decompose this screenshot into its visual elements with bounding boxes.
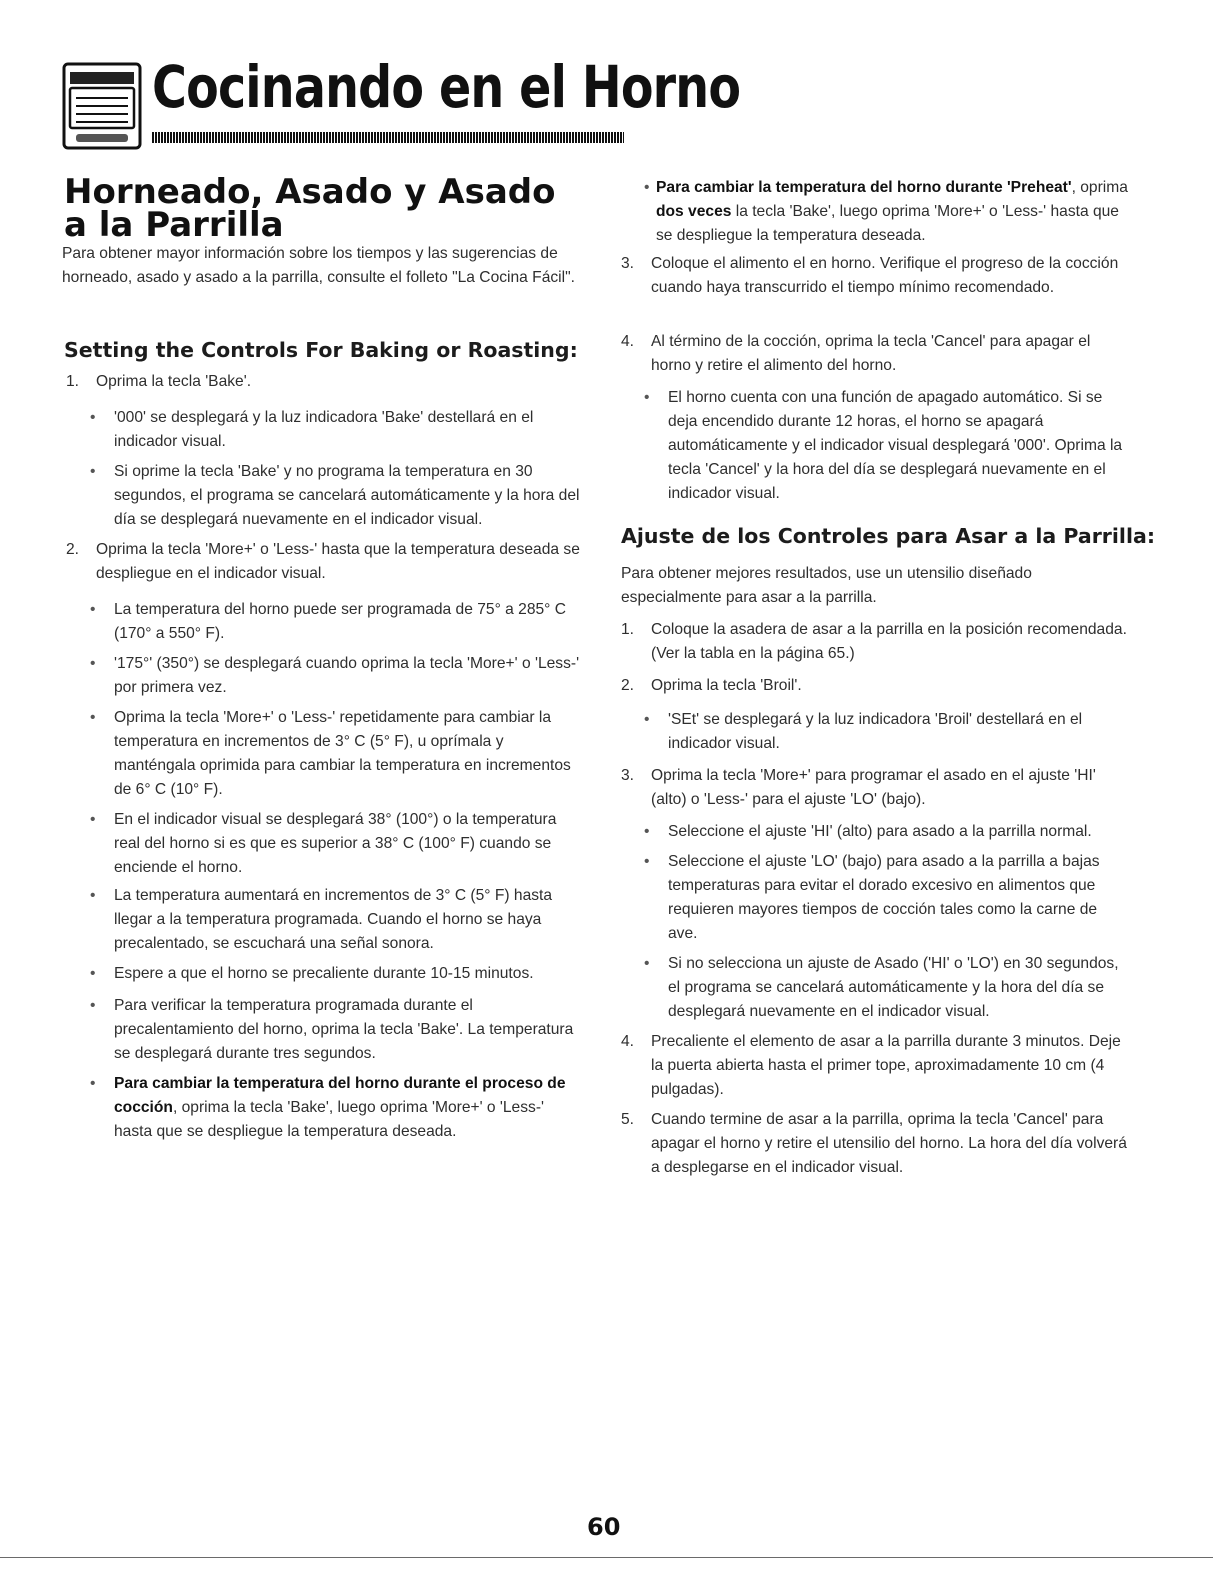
bullet-item: [90, 962, 586, 986]
chapter-title: Cocinando en el Horno: [152, 53, 741, 121]
step-text: Precaliente el elemento de asar a la parrilla durante 3 minutos. Deje la puerta abierta hasta el primer tope, aproximadamente 10 cm (4 pulgadas).: [651, 1033, 1121, 1098]
broil-step-2: [621, 674, 1131, 698]
bullet-dot: •: [90, 463, 96, 480]
bullet-dot: •: [90, 997, 96, 1014]
bullet-item: [644, 176, 1130, 248]
bullet-rest: , oprima la tecla 'Bake', luego oprima 'More+' o 'Less-' hasta que se despliegue la temperatura deseada.: [114, 1099, 544, 1140]
step-1: [66, 370, 586, 394]
bullet-bold-emphasis: dos veces: [656, 203, 732, 220]
step-text: Al término de la cocción, oprima la tecla 'Cancel' para apagar el horno y retire el alimento del horno.: [651, 333, 1091, 374]
bullet-text: Espere a que el horno se precaliente durante 10-15 minutos.: [114, 965, 534, 982]
step-text: Oprima la tecla 'More+' para programar el asado en el ajuste 'HI' (alto) o 'Less-' para el ajuste 'LO' (bajo).: [651, 767, 1096, 808]
step-number: 2.: [621, 677, 635, 694]
bullet-dot: •: [90, 601, 96, 618]
bullet-text: Seleccione el ajuste 'LO' (bajo) para asado a la parrilla a bajas temperaturas para evitar el dorado excesivo en alimentos que requieren mayores tiempos de cocción tales como la carne de ave.: [668, 853, 1100, 942]
bullet-item: [644, 820, 1130, 844]
page-title-line-2: a la Parrilla: [64, 205, 284, 245]
bullet-item: [90, 652, 586, 700]
step-number: 3.: [621, 255, 635, 272]
broil-section-heading: Ajuste de los Controles para Asar a la Parrilla:: [621, 524, 1156, 548]
bullet-dot: •: [90, 655, 96, 672]
bullet-text: El horno cuenta con una función de apagado automático. Si se deja encendido durante 12 horas, el horno se apagará automáticamente y el indicador visual desplegará '000'. Oprima la tecla 'Cancel' y la hora del día se desplegará nuevamente en el indicador visual.: [668, 389, 1123, 502]
bullet-rest: la tecla 'Bake', luego oprima 'More+' o 'Less-' hasta que se despliegue la temperatura deseada.: [656, 203, 1119, 244]
bullet-dot: •: [90, 811, 96, 828]
step-number: 1.: [66, 373, 80, 390]
oven-icon: [62, 62, 144, 152]
bullet-dot: •: [90, 1075, 96, 1092]
step-3: [621, 252, 1131, 300]
footer-rule: [0, 1557, 1213, 1558]
bullet-bold-lead: Para cambiar la temperatura del horno durante 'Preheat': [656, 179, 1072, 196]
bullet-text: '000' se desplegará y la luz indicadora 'Bake' destellará en el indicador visual.: [114, 409, 534, 450]
bullet-item: [90, 406, 586, 454]
step-text: Coloque la asadera de asar a la parrilla en la posición recomendada. (Ver la tabla en la página 65.): [651, 621, 1127, 662]
step-number: 3.: [621, 767, 635, 784]
step-number: 5.: [621, 1111, 635, 1128]
bullet-text: La temperatura del horno puede ser programada de 75° a 285° C (170° a 550° F).: [114, 601, 566, 642]
page-title: [64, 172, 584, 245]
page-title-line-1: Horneado, Asado y Asado: [64, 172, 556, 212]
broil-intro-paragraph: Para obtener mejores resultados, use un utensilio diseñado especialmente para asar a la parrilla.: [621, 565, 1032, 606]
bullet-item: [90, 706, 586, 802]
bullet-text: Para verificar la temperatura programada durante el precalentamiento del horno, oprima la tecla 'Bake'. La temperatura se desplegará durante tres segundos.: [114, 997, 574, 1062]
bullet-item: [90, 1072, 586, 1144]
bullet-dot: •: [644, 179, 650, 196]
bullet-item: [644, 708, 1130, 756]
bullet-item: [90, 884, 586, 956]
bullet-dot: •: [644, 711, 650, 728]
chapter-title-rule: [152, 132, 624, 143]
bullet-dot: •: [90, 887, 96, 904]
bullet-dot: •: [644, 389, 650, 406]
step-number: 1.: [621, 621, 635, 638]
bullet-item: [644, 952, 1130, 1024]
bullet-text: '175°' (350°) se desplegará cuando oprima la tecla 'More+' o 'Less-' por primera vez.: [114, 655, 580, 696]
step-text: Oprima la tecla 'Broil'.: [651, 677, 802, 694]
bullet-item: [644, 850, 1130, 946]
bullet-text: Oprima la tecla 'More+' o 'Less-' repetidamente para cambiar la temperatura en incrementos de 3° C (5° F), u oprímala y manténgala oprimida para cambiar la temperatura en incrementos de 6° C (10° F).: [114, 709, 571, 798]
bullet-text: Si oprime la tecla 'Bake' y no programa la temperatura en 30 segundos, el programa se cancelará automáticamente y la hora del día se desplegará nuevamente en el indicador visual.: [114, 463, 580, 528]
bullet-text: Si no selecciona un ajuste de Asado ('HI' o 'LO') en 30 segundos, el programa se cancelará automáticamente y la hora del día se desplegará nuevamente en el indicador visual.: [668, 955, 1119, 1020]
bullet-dot: •: [90, 709, 96, 726]
baking-section-heading: Setting the Controls For Baking or Roasting:: [64, 338, 578, 362]
broil-step-3: [621, 764, 1131, 812]
broil-step-4: [621, 1030, 1131, 1102]
bullet-dot: •: [644, 853, 650, 870]
step-text: Oprima la tecla 'More+' o 'Less-' hasta que la temperatura deseada se despliegue en el indicador visual.: [96, 541, 580, 582]
broil-step-1: [621, 618, 1131, 666]
bullet-dot: •: [644, 955, 650, 972]
bullet-bold-lead: Para cambiar la temperatura del horno durante el proceso de cocción: [114, 1075, 566, 1116]
bullet-dot: •: [90, 965, 96, 982]
bullet-text: Seleccione el ajuste 'HI' (alto) para asado a la parrilla normal.: [668, 823, 1092, 840]
step-number: 4.: [621, 1033, 635, 1050]
bullet-text: [114, 1072, 586, 1144]
step-number: 4.: [621, 333, 635, 350]
intro-paragraph: Para obtener mayor información sobre los tiempos y las sugerencias de horneado, asado y asado a la parrilla, consulte el folleto "La Cocina Fácil".: [62, 245, 575, 286]
bullet-dot: •: [644, 823, 650, 840]
bullet-rest: , oprima: [1071, 179, 1128, 196]
bullet-item: [90, 460, 586, 532]
bullet-item: [90, 994, 586, 1066]
page-number: 60: [587, 1513, 621, 1541]
bullet-text: 'SEt' se desplegará y la luz indicadora 'Broil' destellará en el indicador visual.: [668, 711, 1083, 752]
step-text: Oprima la tecla 'Bake'.: [96, 373, 252, 390]
bullet-text: En el indicador visual se desplegará 38° (100°) o la temperatura real del horno si es que es superior a 38° C (100° F) cuando se enciende el horno.: [114, 811, 557, 876]
step-text: Coloque el alimento el en horno. Verifique el progreso de la cocción cuando haya transcurrido el tiempo mínimo recomendado.: [651, 255, 1119, 296]
step-2: [66, 538, 586, 586]
bullet-dot: •: [90, 409, 96, 426]
step-4: [621, 330, 1131, 378]
step-number: 2.: [66, 541, 80, 558]
broil-step-5: [621, 1108, 1131, 1180]
bullet-item: [644, 386, 1130, 506]
bullet-text: [656, 176, 1130, 248]
step-text: Cuando termine de asar a la parrilla, oprima la tecla 'Cancel' para apagar el horno y retire el utensilio del horno. La hora del día volverá a desplegarse en el indicador visual.: [651, 1111, 1127, 1176]
bullet-item: [90, 808, 586, 880]
bullet-item: [90, 598, 586, 646]
bullet-text: La temperatura aumentará en incrementos de 3° C (5° F) hasta llegar a la temperatura programada. Cuando el horno se haya precalentado, se escuchará una señal sonora.: [114, 887, 553, 952]
